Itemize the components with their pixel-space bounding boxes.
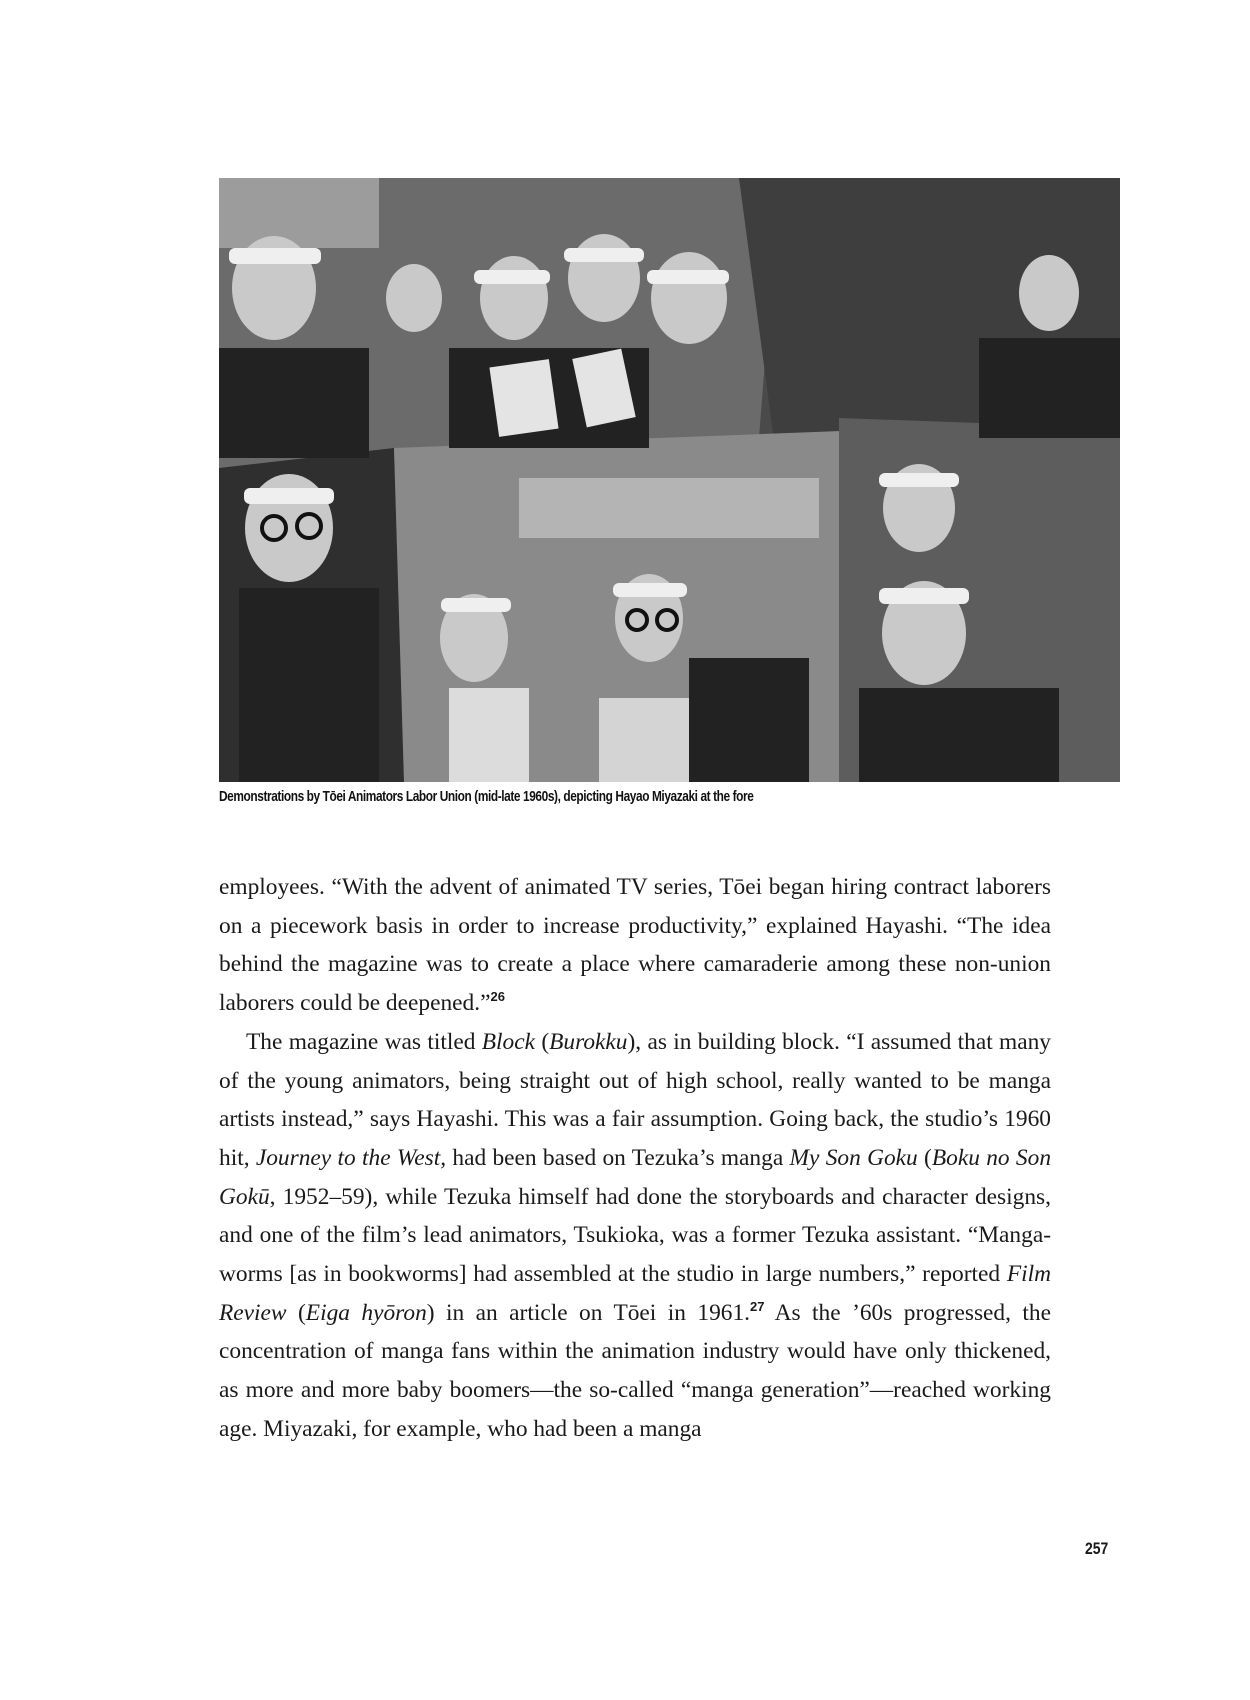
text-run: ( <box>917 1144 932 1171</box>
text-run: ( <box>535 1028 550 1055</box>
text-run: The magazine was titled <box>246 1028 482 1055</box>
italic-title: Boku no Son Gokū <box>219 1144 1052 1210</box>
text-run: had been based on Tezuka’s manga <box>446 1144 790 1171</box>
italic-title: Block <box>481 1028 535 1055</box>
footnote-marker: 27 <box>750 1298 765 1314</box>
photo-image <box>219 178 1120 782</box>
text-run: , 1952–59), while Tezuka himself had done the storyboards and character designs, and one of the film’s lead animators, Tsukioka, was a former Tezuka assistant. “Manga-worms [as in bookworms] had assembled at the studio in large numbers,” reported <box>219 1183 1051 1288</box>
italic-title: Burokku <box>549 1028 628 1055</box>
text-run: ) in an article on Tōei in 1961. <box>426 1299 751 1326</box>
photo-caption: Demonstrations by Tōei Animators Labor Union (mid-late 1960s), depicting Hayao Miyazaki at the fore <box>219 789 754 805</box>
text-run: ( <box>286 1299 306 1326</box>
text-run: employees. “With the advent of animated TV series, Tōei began hiring contract laborers on a piecework basis in order to increase productivity,” explained Hayashi. “The idea behind the magazine was to create a place where camaraderie among these non-union laborers could be deepened.” <box>219 874 1051 1017</box>
italic-title: Journey to the West, <box>255 1144 447 1171</box>
body-text <box>219 868 1051 1449</box>
italic-title: Eiga hyōron <box>305 1299 427 1326</box>
italic-title: My Son Goku <box>789 1144 918 1171</box>
page-number: 257 <box>1085 1539 1109 1558</box>
paragraph <box>219 1023 1051 1449</box>
text-run: As the ’60s progressed, the concentration of manga fans within the animation industry would have only thickened, as more and more baby boomers—the so-called “manga generation”—reached working age. Miyazaki, for example, who had been a manga <box>219 1299 1051 1442</box>
paragraph <box>219 868 1051 1023</box>
protest-photo-collage <box>219 178 1120 782</box>
text-run: ), as in building block. “I assumed that many of the young animators, being straight out of high school, really wanted to be manga artists instead,” says Hayashi. This was a fair assumption. Going back, the studio’s 1960 hit, <box>219 1028 1051 1171</box>
italic-title: Film Review <box>219 1261 1051 1326</box>
footnote-marker: 26 <box>490 989 505 1005</box>
